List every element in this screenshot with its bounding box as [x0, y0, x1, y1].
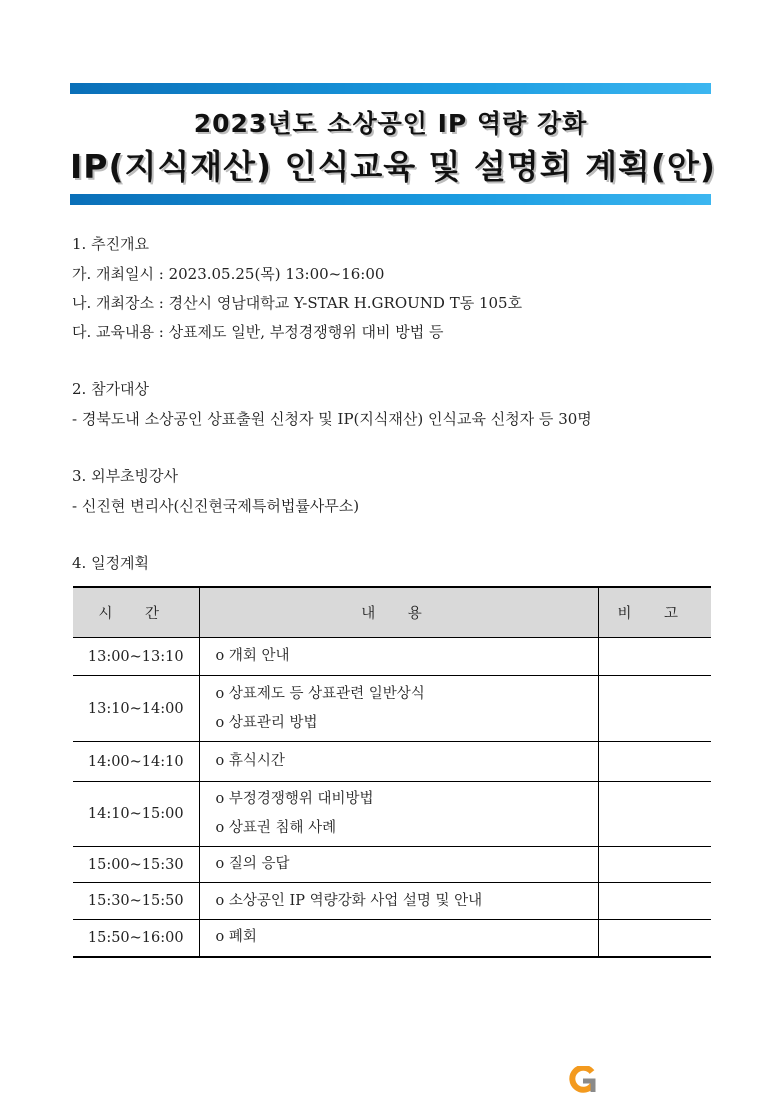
row-content	[199, 638, 598, 676]
header-time: 시 간	[73, 587, 199, 638]
row-note	[598, 847, 711, 883]
row-time: 15:50~16:00	[73, 920, 199, 957]
bottom-accent-bar	[70, 194, 711, 205]
table-row	[73, 847, 711, 883]
row-content	[199, 742, 598, 782]
overview-date: 가. 개최일시 : 2023.05.25(목) 13:00~16:00	[72, 265, 385, 283]
row-time: 14:10~15:00	[73, 782, 199, 847]
table-row	[73, 883, 711, 920]
table-row	[73, 742, 711, 782]
row-time: 14:00~14:10	[73, 742, 199, 782]
row-note	[598, 883, 711, 920]
row-content	[199, 782, 598, 847]
section-heading-overview: 1. 추진개요	[72, 235, 150, 253]
title-line-1: 2023년도 소상공인 IP 역량 강화	[193, 109, 588, 138]
header-note: 비 고	[598, 587, 711, 638]
table-row	[73, 676, 711, 742]
row-time: 13:10~14:00	[73, 676, 199, 742]
row-content	[199, 920, 598, 957]
row-note	[598, 782, 711, 847]
overview-content: 다. 교육내용 : 상표제도 일반, 부정경쟁행위 대비 방법 등	[72, 323, 444, 341]
row-note	[598, 742, 711, 782]
participants-text: - 경북도내 소상공인 상표출원 신청자 및 IP(지식재산) 인식교육 신청자 등 30명	[72, 410, 592, 428]
section-heading-schedule: 4. 일정계획	[72, 554, 150, 572]
title-line-2: IP(지식재산) 인식교육 및 설명회 계획(안)	[70, 147, 716, 186]
row-item: o 소상공인 IP 역량강화 사업 설명 및 안내	[215, 892, 483, 909]
row-item: o 폐회	[215, 929, 257, 946]
table-row	[73, 920, 711, 957]
row-content	[199, 883, 598, 920]
section-heading-lecturer: 3. 외부초빙강사	[72, 467, 179, 485]
row-content	[199, 847, 598, 883]
row-content	[199, 676, 598, 742]
g-logo-icon	[569, 1066, 597, 1094]
row-time: 15:30~15:50	[73, 883, 199, 920]
row-time: 13:00~13:10	[73, 638, 199, 676]
row-item: o 상표관리 방법	[215, 714, 318, 731]
row-note	[598, 638, 711, 676]
row-note	[598, 920, 711, 957]
row-item: o 개회 안내	[215, 648, 290, 664]
overview-venue: 나. 개최장소 : 경산시 영남대학교 Y-STAR H.GROUND T동 105호	[72, 294, 523, 312]
table-row	[73, 782, 711, 847]
table-row	[73, 638, 711, 676]
row-time: 15:00~15:30	[73, 847, 199, 883]
header-content: 내 용	[199, 587, 598, 638]
row-item: o 질의 응답	[215, 856, 290, 872]
schedule-header-row	[73, 587, 711, 638]
row-item: o 상표제도 등 상표관련 일반상식	[215, 685, 425, 702]
section-heading-participants: 2. 참가대상	[72, 380, 150, 398]
schedule-table	[73, 586, 711, 958]
row-item: o 부정경쟁행위 대비방법	[215, 791, 374, 807]
row-note	[598, 676, 711, 742]
row-item: o 휴식시간	[215, 753, 285, 769]
lecturer-text: - 신진현 변리사(신진현국제특허법률사무소)	[72, 497, 360, 515]
row-item: o 상표권 침해 사례	[215, 820, 337, 836]
top-accent-bar	[70, 83, 711, 94]
